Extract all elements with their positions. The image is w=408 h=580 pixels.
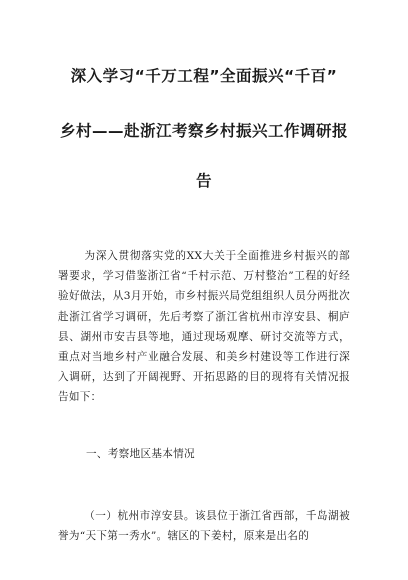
subsection-paragraph-text: （一）杭州市淳安县。该县位于浙江省西部，千岛湖被誉为“天下第一秀水”。辖区的下姜村，原来是出名的 [58, 510, 350, 543]
document-title-line-3: 告 [195, 172, 212, 190]
intro-paragraph [58, 246, 350, 408]
section-heading: 一、考察地区基本情况 [86, 448, 195, 460]
document-title-line-1: 深入学习“千万工程”全面振兴“千百” [70, 67, 338, 85]
intro-paragraph-text: 为深入贯彻落实党的XX大关于全面推进乡村振兴的部署要求，学习借鉴浙江省“千村示范、万村整治”工程的好经验好做法，从3月开始，市乡村振兴局党组组织人员分两批次赴浙江省学习调研，先后考察了浙江省杭州市淳安县、桐庐县、湖州市安吉县等地，通过现场观摩、研讨交流等方式，重点对当地乡村产业融合发展、和美乡村建设等工作进行深入调研，达到了开阔视野、开拓思路的目的现将有关情况报告如下： [58, 250, 350, 404]
subsection-paragraph [58, 506, 350, 556]
document-title-line-2: 乡村——赴浙江考察乡村振兴工作调研报 [59, 122, 348, 140]
